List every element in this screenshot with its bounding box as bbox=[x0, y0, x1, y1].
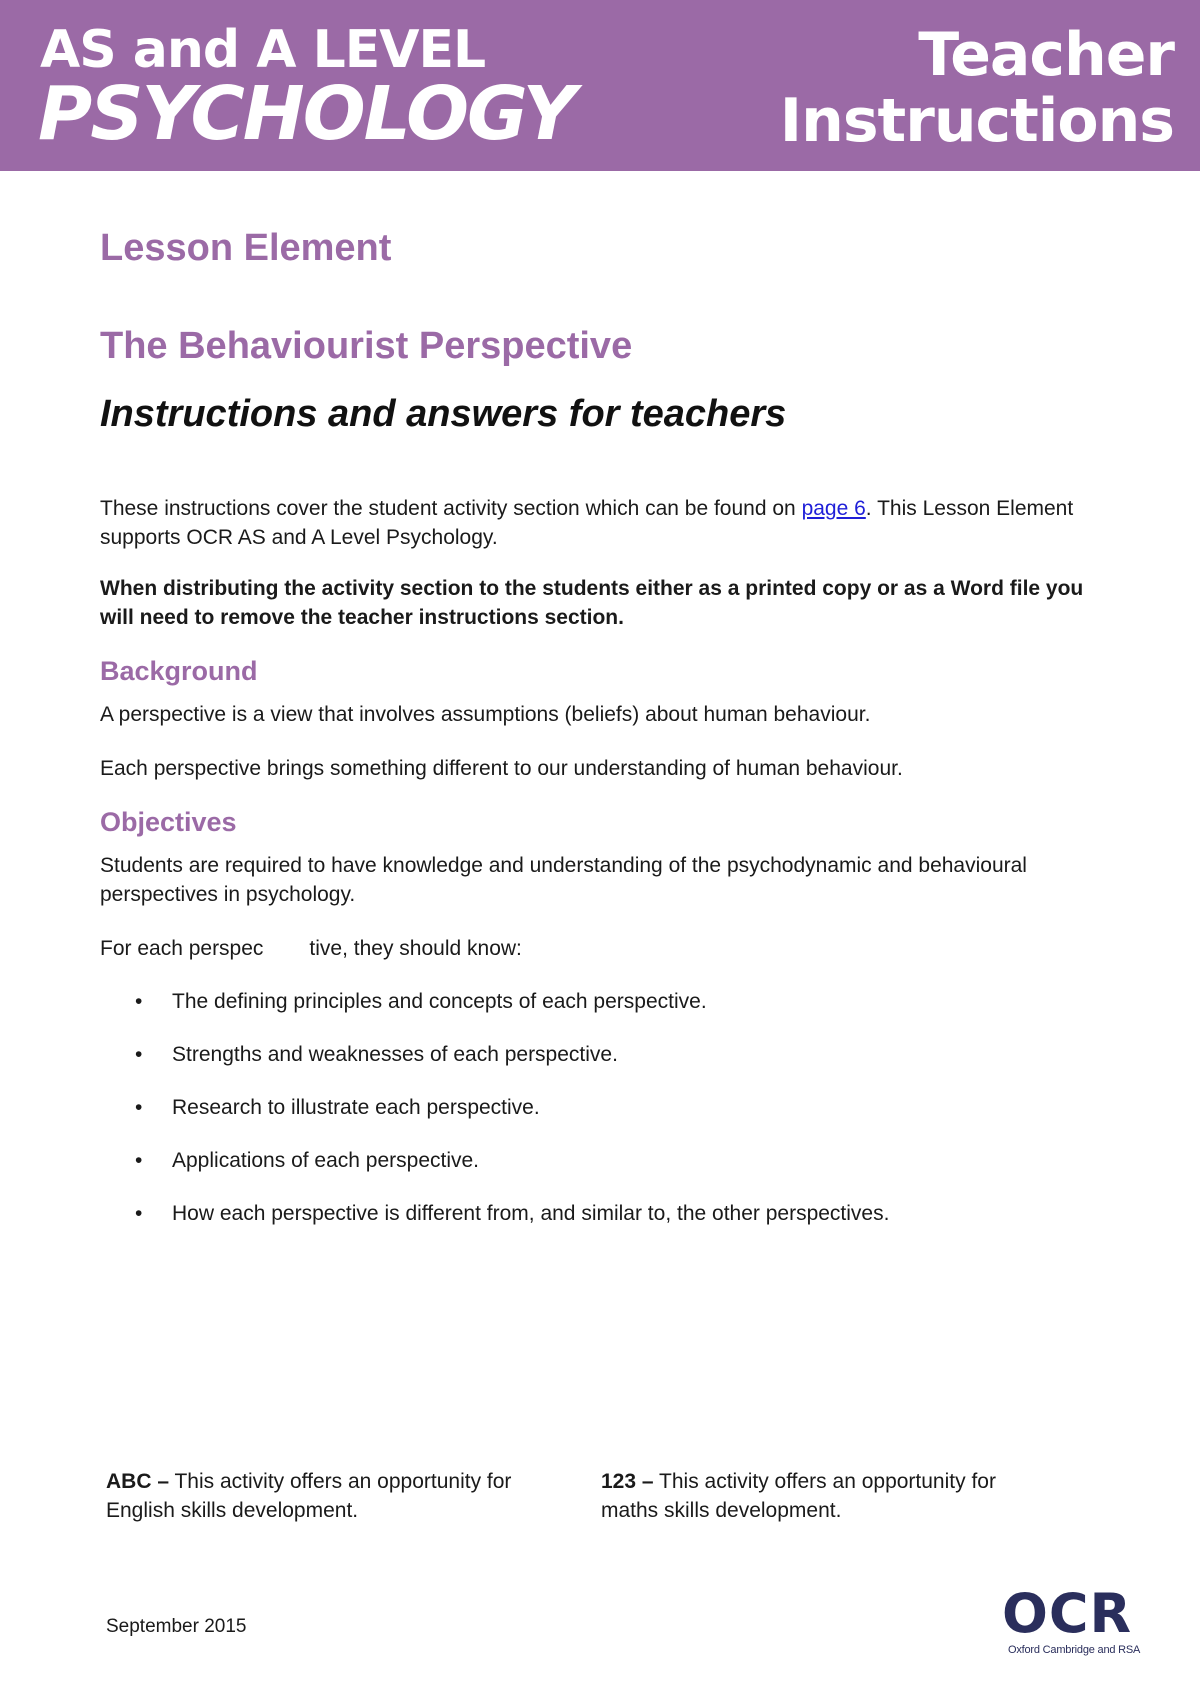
ocr-logo-tagline: Oxford Cambridge and RSA bbox=[1008, 1644, 1141, 1656]
document-type-line-2: Instructions bbox=[779, 86, 1174, 156]
intro-text-before-link: These instructions cover the student activity section which can be found on bbox=[100, 497, 802, 520]
list-item: • Strengths and weaknesses of each perspective. bbox=[100, 1040, 1100, 1069]
background-paragraph-1: A perspective is a view that involves assumptions (beliefs) about human behaviour. bbox=[100, 703, 871, 726]
maths-skills-note bbox=[601, 1467, 1021, 1525]
objectives-lead bbox=[100, 934, 1100, 963]
page-subtitle: Instructions and answers for teachers bbox=[100, 393, 787, 435]
objectives-heading: Objectives bbox=[100, 807, 237, 837]
maths-skills-text: This activity offers an opportunity for maths skills development. bbox=[601, 1470, 996, 1522]
list-item: • Research to illustrate each perspective. bbox=[100, 1093, 1100, 1122]
lesson-heading: Lesson Element bbox=[100, 227, 392, 269]
ocr-logo bbox=[1002, 1582, 1160, 1660]
english-skills-label: ABC – bbox=[106, 1470, 170, 1493]
document-type bbox=[780, 22, 1174, 154]
objectives-paragraph-1: Students are required to have knowledge and understanding of the psychodynamic and behavioural perspectives in psychology. bbox=[100, 854, 1027, 906]
document-type-line-1: Teacher bbox=[918, 20, 1174, 90]
intro-text-after-link: . This Lesson Element supports OCR AS and A Level Psychology. bbox=[100, 497, 1074, 549]
distribution-warning: When distributing the activity section to the students either as a printed copy or as a Word file you will need to remove the teacher instructions section. bbox=[100, 577, 1084, 629]
objectives-lead-part-2: tive, they should know: bbox=[309, 937, 522, 960]
publication-date: September 2015 bbox=[106, 1616, 247, 1637]
english-skills-text: This activity offers an opportunity for English skills development. bbox=[106, 1470, 512, 1522]
background-paragraph-2: Each perspective brings something different to our understanding of human behaviour. bbox=[100, 757, 903, 780]
objectives-list bbox=[100, 987, 1100, 1228]
header-banner bbox=[0, 0, 1200, 171]
objectives-lead-part-1: For each perspec bbox=[100, 937, 264, 960]
page-title: The Behaviourist Perspective bbox=[100, 325, 633, 367]
maths-skills-label: 123 – bbox=[601, 1470, 654, 1493]
list-item: • Applications of each perspective. bbox=[100, 1146, 1100, 1175]
page-6-link[interactable]: page 6 bbox=[801, 497, 866, 520]
list-item: • The defining principles and concepts of each perspective. bbox=[100, 987, 1100, 1016]
english-skills-note bbox=[106, 1467, 526, 1525]
background-heading: Background bbox=[100, 656, 258, 686]
intro-paragraph bbox=[100, 494, 1100, 552]
list-item: • How each perspective is different from, and similar to, the other perspectives. bbox=[100, 1199, 1100, 1228]
main-content bbox=[100, 225, 1100, 1228]
subject-name: PSYCHOLOGY bbox=[38, 71, 575, 157]
ocr-logo-text: OCR bbox=[1002, 1582, 1133, 1645]
subject-level: AS and A LEVEL bbox=[40, 20, 486, 80]
